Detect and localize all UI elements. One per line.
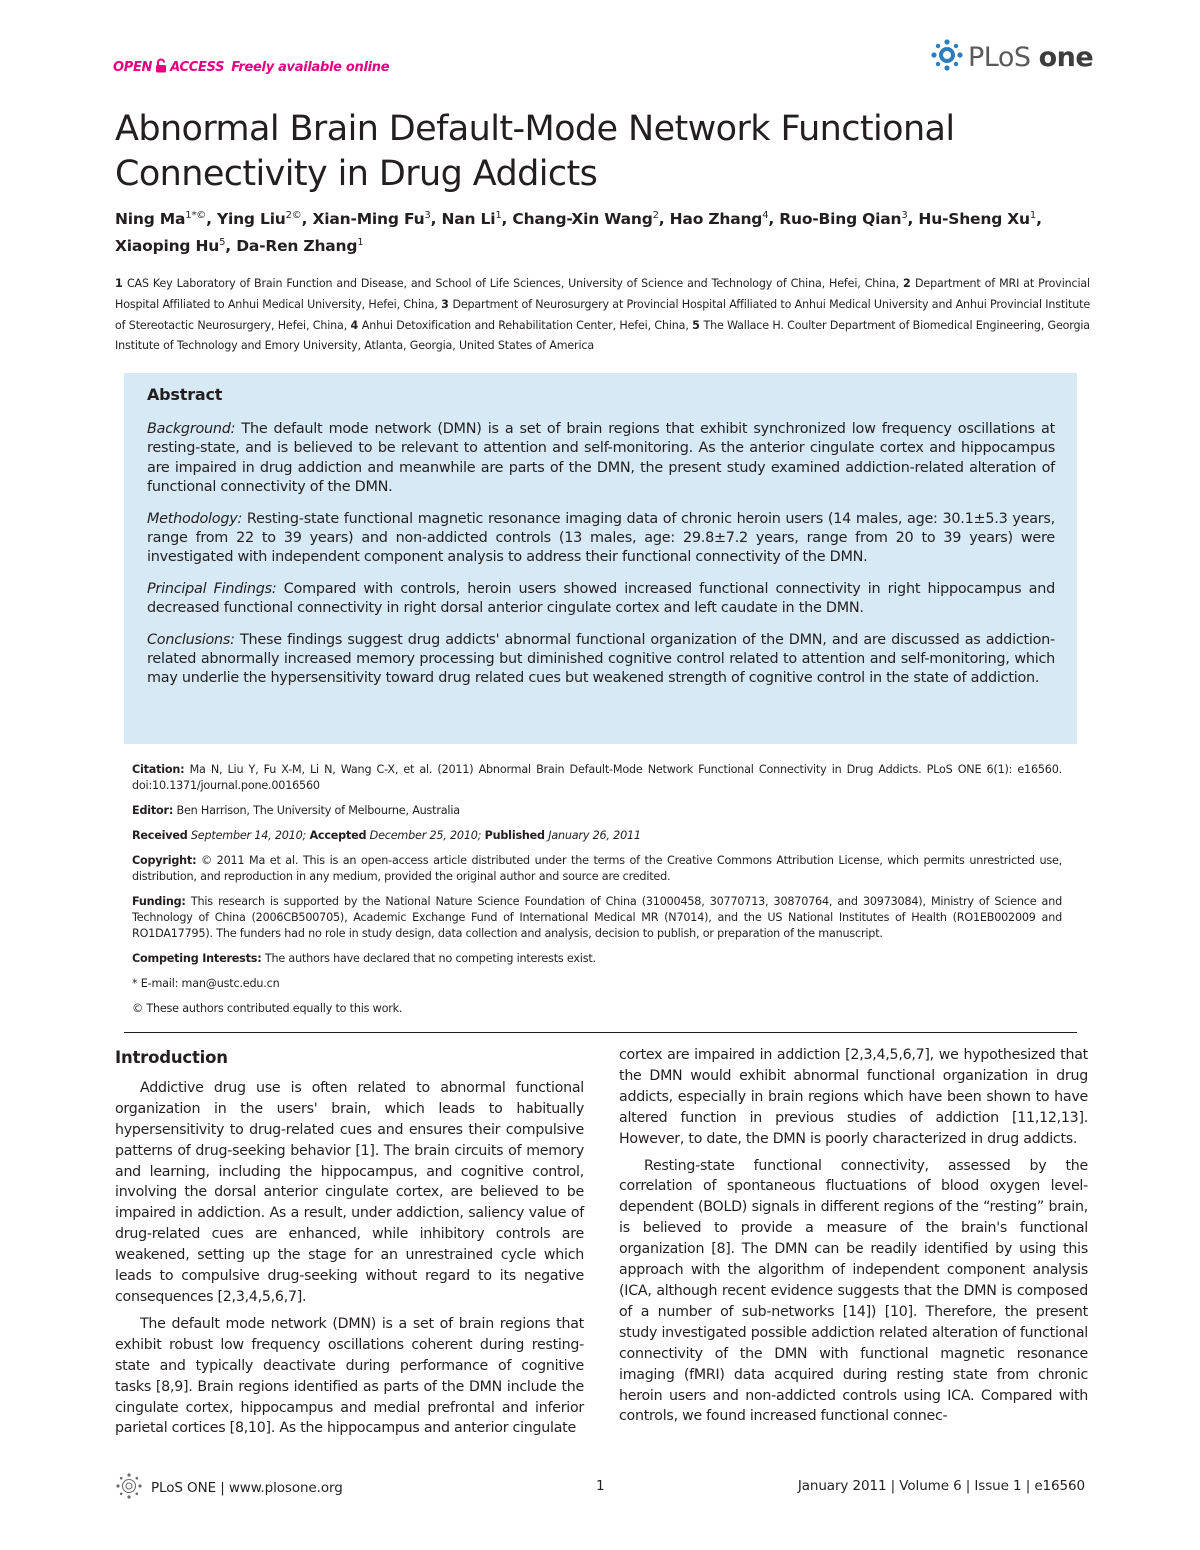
oa-open-label: OPEN	[113, 60, 153, 75]
author-name: Chang-Xin Wang	[512, 210, 653, 228]
author-name: Hu-Sheng Xu	[918, 210, 1030, 228]
open-lock-icon	[155, 58, 167, 77]
abstract-findings: Principal Findings: Compared with controls, heroin users showed increased functional connectivity in right hippocampus and decreased functional connectivity in right dorsal anterior cingulate cortex and left caudate in the DMN.	[147, 580, 1056, 617]
author-name: Xian-Ming Fu	[312, 210, 425, 228]
affiliation-text: CAS Key Laboratory of Brain Function and Disease, and School of Life Sciences, University of Science and Technology of China, Hefei, China,	[126, 277, 904, 290]
author-affiliation-mark: 3	[424, 210, 431, 221]
affiliation-number: 4	[350, 318, 362, 332]
plos-logo-icon	[930, 38, 964, 76]
author-name: Ruo-Bing Qian	[779, 210, 902, 228]
corresponding-email: * E-mail: man@ustc.edu.cn	[132, 976, 280, 990]
oa-free-label: Freely available online	[231, 60, 390, 75]
abstract-box	[124, 373, 1077, 744]
oa-access-label: ACCESS	[170, 60, 225, 75]
footer-journal-text: PLoS ONE | www.plosone.org	[151, 1480, 343, 1496]
abstract-heading: Abstract	[147, 385, 223, 404]
introduction-heading: Introduction	[115, 1048, 228, 1067]
affiliation-number: 3	[441, 297, 453, 311]
plos-logo-text: PLoS one	[968, 41, 1094, 73]
affiliation-text: Department of MRI at Provincial Hospital Affiliated to Anhui Medical University, Hefei, China,	[115, 277, 1090, 311]
author-name: Ying Liu	[216, 210, 286, 228]
body-paragraph: cortex are impaired in addiction [2,3,4,5,6,7], we hypothesized that the DMN would exhibit abnormal functional organization in drug addicts, especially in brain regions which have been shown to have altered function in previous studies of addiction [11,12,13]. However, to date, the DMN is poorly characterized in drug addicts.	[619, 1047, 1088, 1147]
author-affiliation-mark: 2©	[285, 210, 302, 221]
citation: Citation: Ma N, Liu Y, Fu X-M, Li N, Wang C-X, et al. (2011) Abnormal Brain Default-Mode Network Functional Connectivity in Drug Addicts. PLoS ONE 6(1): e16560. doi:10.1371/journal.pone.0016560	[132, 763, 1062, 793]
author-affiliation-mark: 2	[652, 210, 659, 221]
footer-issue: January 2011 | Volume 6 | Issue 1 | e16560	[797, 1478, 1085, 1494]
author-affiliation-mark: 5	[219, 237, 226, 248]
affiliation-number: 1	[115, 277, 127, 290]
funding: Funding: This research is supported by the National Nature Science Foundation of China (31000458, 30770713, 30870764, and 30973084), Ministry of Science and Technology of China (2006CB500705), Academic Exchange Fund of International Medical MR (N7014), and the US National Institutes of Health (RO1EB002009 and RO1DA17795). The funders had no role in study design, data collection and analysis, decision to publish, or preparation of the manuscript.	[132, 894, 1062, 941]
body-paragraph: Addictive drug use is often related to abnormal functional organization in the users' brain, which leads to habitually hypersensitivity to drug-related cues and ensures their compulsive patterns of drug-seeking behavior [1]. The brain circuits of memory and learning, including the hippocampus, and cognitive control, involving the dorsal anterior cingulate cortex, are believed to be impaired in addiction. As a result, under addiction, saliency value of drug-related cues are enhanced, while inhibitory controls are weakened, setting up the stage for an unrestrained cycle which leads to compulsive drug-seeking without regard to its negative consequences [2,3,4,5,6,7].	[115, 1079, 584, 1305]
author-name: Ning Ma	[115, 210, 186, 228]
abstract-methodology: Methodology: Resting-state functional magnetic resonance imaging data of chronic heroin users (14 males, age: 30.1±5.3 years, range from 22 to 39 years) and non-addicted controls (13 males, age: 29.8±7.2 years, range from 20 to 39 years) were investigated with independent component analysis to address their functional connectivity of the DMN.	[147, 510, 1055, 566]
author-affiliation-mark: 1*©	[185, 210, 207, 221]
abstract-conclusions: Conclusions: These findings suggest drug addicts' abnormal functional organization of the DMN, and are discussed as addiction-related abnormally increased memory processing but diminished cognitive control related to attention and self-monitoring, which may underlie the hypersensitivity toward drug related cues but weakened strength of cognitive control in the state of addiction.	[147, 631, 1055, 687]
author-list: Ning $Ma^{1*©}$, Ying Liu$^{2©}$, Xian-Ming Fu$^3$, Nan Li$^1$, Chang-Xin Wang$^2$, Hao Zhang$^4$, Ruo-Bing Qian$^3$, Hu-Sheng Xu$^1$, Xiaoping Hu$^5$, Da-Ren Zhang$^1$	[115, 210, 1042, 255]
author-affiliation-mark: 1	[357, 237, 364, 248]
competing-interests: Competing Interests: The authors have declared that no competing interests exist.	[132, 952, 596, 966]
affiliations	[115, 274, 1090, 357]
article-metadata	[132, 762, 1062, 1026]
article-title: Abnormal Brain Default-Mode Network Functional Connectivity in Drug Addicts	[115, 109, 955, 194]
author-name: Hao Zhang	[669, 210, 763, 228]
affiliation-text: Department of Neurosurgery at Provincial Hospital Affiliated to Anhui Medical University and Anhui Provincial Institute of Stereotactic Neurosurgery, Hefei, China,	[115, 297, 1091, 332]
author-affiliation-mark: 3	[901, 210, 908, 221]
copyright: Copyright: © 2011 Ma et al. This is an open-access article distributed under the terms of the Creative Commons Attribution License, which permits unrestricted use, distribution, and reproduction in any medium, provided the original author and source are credited.	[132, 853, 1062, 883]
section-divider	[124, 1032, 1077, 1033]
dates: Received September 14, 2010; Accepted December 25, 2010; Published January 26, 2011	[132, 828, 641, 842]
author-name: Xiaoping Hu	[115, 237, 220, 255]
author-name: Nan Li	[441, 210, 496, 228]
page-footer	[115, 1466, 1085, 1506]
plos-footer-icon	[115, 1472, 143, 1504]
affiliation-text: The Wallace H. Coulter Department of Biomedical Engineering, Georgia Institute of Technology and Emory University, Atlanta, Georgia, United States of America	[115, 318, 1090, 353]
page-number: 1	[596, 1478, 605, 1494]
affiliation-text: Anhui Detoxification and Rehabilitation Center, Hefei, China,	[361, 318, 693, 332]
plos-one-logo	[930, 38, 1093, 76]
body-column-left	[115, 1045, 584, 1439]
body-paragraph: The default mode network (DMN) is a set of brain regions that exhibit robust low frequency oscillations coherent during resting-state and typically deactivate during performance of cognitive tasks [8,9]. Brain regions identified as parts of the DMN include the cingulate cortex, hippocampus and medial prefrontal and inferior parietal cortices [8,10]. As the hippocampus and anterior cingulate	[115, 1315, 584, 1437]
affiliation-number: 5	[692, 318, 704, 332]
author-affiliation-mark: 1	[495, 210, 502, 221]
equal-contribution-note: © These authors contributed equally to this work.	[132, 1001, 403, 1015]
open-access-banner	[113, 58, 389, 77]
body-paragraph: Resting-state functional connectivity, assessed by the correlation of spontaneous fluctuations of blood oxygen level-dependent (BOLD) signals in different regions of the “resting” brain, is believed to provide a measure of the brain's functional organization [8]. The DMN can be readily identified by using this approach with the algorithm of independent component analysis (ICA, although recent evidence suggests that the DMN is composed of a number of sub-networks [14]) [10]. Therefore, the present study investigated possible addiction related alteration of functional connectivity of the DMN with functional magnetic resonance imaging (fMRI) data acquired during resting state from chronic heroin users and non-addicted controls using ICA. Compared with controls, we found increased functional connec-	[619, 1157, 1088, 1425]
author-name: Da-Ren Zhang	[236, 237, 358, 255]
body-column-right	[619, 1045, 1088, 1427]
footer-journal	[115, 1472, 343, 1504]
abstract-background: Background: The default mode network (DMN) is a set of brain regions that exhibit synchronized low frequency oscillations at resting-state, and is believed to be relevant to attention and self-monitoring. As the anterior cingulate cortex and hippocampus are impaired in drug addiction and meanwhile are parts of the DMN, the present study examined addiction-related alteration of functional connectivity of the DMN.	[147, 421, 1055, 496]
editor: Editor: Ben Harrison, The University of Melbourne, Australia	[132, 804, 460, 818]
author-affiliation-mark: 4	[762, 210, 769, 221]
author-affiliation-mark: 1	[1029, 210, 1037, 221]
affiliation-number: 2	[903, 277, 915, 290]
